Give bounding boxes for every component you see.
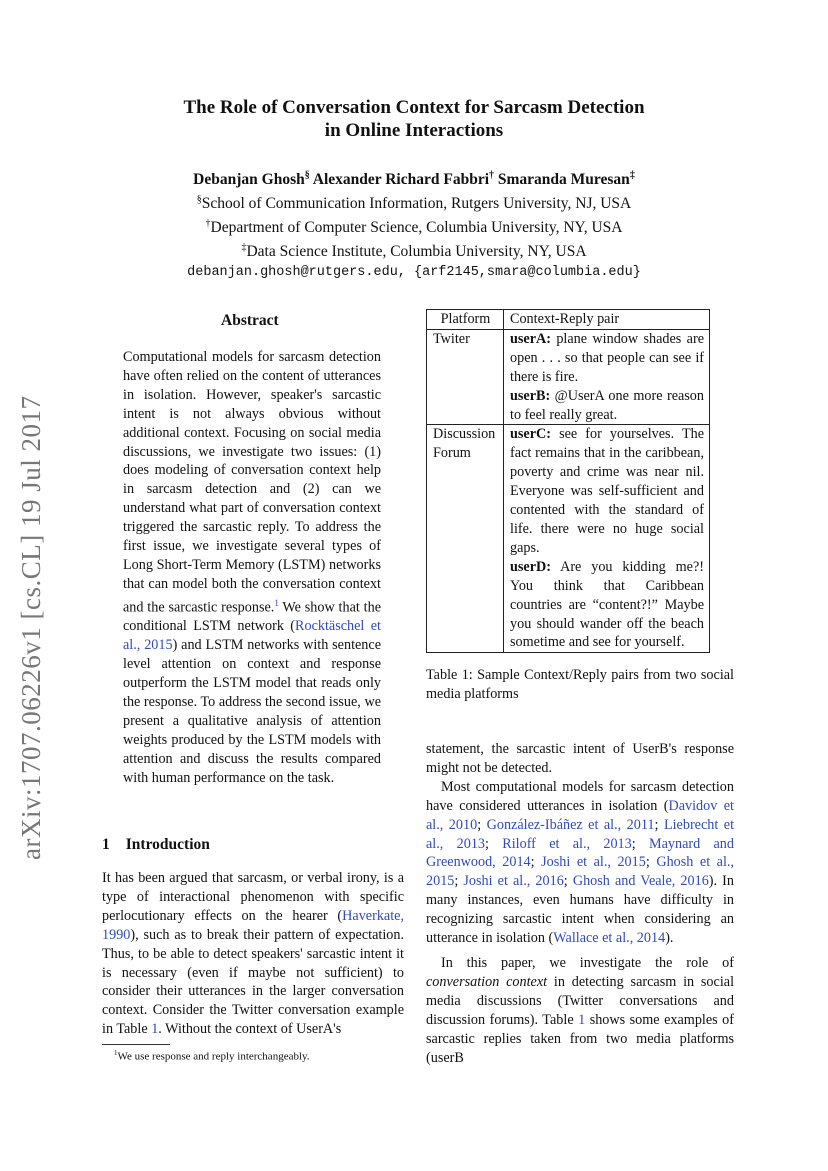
section-heading-introduction: 1 Introduction [102, 836, 210, 853]
affiliation-3: ‡Data Science Institute, Columbia University, NY, USA [241, 242, 587, 261]
paragraph: statement, the sarcastic intent of UserB's response might not be detected. [426, 741, 734, 776]
reply-cell: userC: see for yourselves. The fact remains that in the caribbean, poverty and crime was near nil. Everyone was self-sufficient and contented with the standard of life. there were no huge social gaps. userD: Are you kidding me?! You think that Caribbean countries are “content?!” Maybe you should wander off the beach sometime and see for yourself. [504, 425, 710, 653]
footnote: $^1$We use response and reply interchangeably. [114, 1049, 310, 1063]
citation[interactable]: Joshi et al., 2016 [463, 873, 564, 890]
citation[interactable]: Davidov et al., 2010 [426, 797, 734, 833]
platform-cell: Discussion Forum [427, 425, 504, 653]
paper-title [0, 96, 828, 142]
citation-haverkate[interactable]: Haverkate, 1990 [102, 907, 404, 943]
citation-rocktaschel[interactable]: Rocktäschel et al., 2015 [123, 618, 381, 654]
affiliation-1: §School of Communication Information, Rutgers University, NJ, USA [196, 194, 632, 213]
citation[interactable]: Ghosh et al., 2015 [426, 854, 735, 890]
reply-cell: userA: plane window shades are open . . . so that people can see if there is fire. userB: @UserA one more reason to feel really great. [504, 329, 710, 425]
footnote-divider [102, 1044, 170, 1045]
platform-cell: Twiter [427, 329, 504, 425]
author-3-mark: ‡ [629, 170, 635, 181]
table-caption: Table 1: Sample Context/Reply pairs from two social media platforms [426, 667, 734, 702]
title-line-2: in Online Interactions [324, 120, 504, 141]
title-line-1: The Role of Conversation Context for Sarcasm Detection [183, 97, 645, 118]
author-1: Debanjan Ghosh [193, 171, 305, 189]
table-ref[interactable]: 1 [578, 1011, 586, 1028]
table-ref[interactable]: 1 [151, 1021, 159, 1038]
citation[interactable]: Ghosh and Veale, 2016 [572, 873, 709, 890]
author-2-mark: † [489, 170, 495, 181]
citation[interactable]: Joshi et al., 2015 [541, 854, 646, 871]
author-names [0, 166, 828, 190]
intro-paragraph: It has been argued that sarcasm, or verbal irony, is a type of interactional phenomenon with specific perlocutionary effects on the hearer (Haverkate, 1990), such as to break their pattern of expectation. Thus, to be able to detect speakers' sarcastic intent it is necessary (even if maybe not sufficient) to consider their utterances in the larger conversation context. Consider the Twitter conversation example in Table 1. Without the context of UserA's [102, 870, 404, 1038]
table-header-context-reply: Context-Reply pair [504, 310, 710, 330]
citation[interactable]: Maynard and Greenwood, 2014 [426, 835, 734, 871]
author-block [0, 166, 828, 283]
author-1-mark: § [304, 170, 310, 181]
paragraph: Most computational models for sarcasm detection have considered utterances in isolation (Davidov et al., 2010; González-Ibáñez et al., 2011; Liebrecht et al., 2013; Riloff et al., 2013; Maynard and Greenwood, 2014; Joshi et al., 2015; Ghosh et al., 2015; Joshi et al., 2016; Ghosh and Veale, 2016). In many instances, even humans have difficulty in recognizing sarcastic intent when considering an utterance in isolation (Wallace et al., 2014). [426, 778, 735, 947]
abstract-body: Computational models for sarcasm detection have often relied on the content of utterances in isolation. However, speaker's sarcastic intent is not always obvious without additional context. Focusing on social media discussions, we investigate two issues: (1) does modeling of conversation context help in sarcasm detection and (2) can we understand what part of conversation context triggered the sarcastic reply. To address the first issue, we investigate several types of Long Short-Term Memory (LSTM) networks that can model both the conversation context and the sarcastic response.$^1$ We show that the conditional LSTM network (Rocktäschel et al., 2015) and LSTM networks with sentence level attention on context and response outperform the LSTM model that reads only the response. To address the second issue, we present a qualitative analysis of attention weights produced by the LSTM models with attention and discuss the results compared with human performance on the task. [123, 349, 381, 786]
paragraph: In this paper, we investigate the role of conversation context in detecting sarcasm in social media discussions (Twitter conversations and discussion forums). Table 1 shows some examples of sarcastic replies taken from two media platforms (userB [426, 954, 735, 1066]
author-3: Smaranda Muresan [497, 171, 630, 189]
table-row [427, 425, 710, 653]
citation[interactable]: Liebrecht et al., 2013 [426, 816, 735, 852]
citation[interactable]: Riloff et al., 2013 [502, 835, 632, 852]
author-2: Alexander Richard Fabbri [312, 171, 490, 189]
abstract-heading: Abstract [221, 312, 279, 329]
arxiv-stamp: arXiv:1707.06226v1 [cs.CL] 19 Jul 2017 [16, 395, 46, 860]
footnote-ref-1[interactable]: 1 [274, 597, 279, 608]
right-column-text [426, 740, 734, 1067]
citation[interactable]: González-Ibáñez et al., 2011 [486, 816, 655, 833]
table-row [427, 329, 710, 425]
affiliation-2: †Department of Computer Science, Columbia University, NY, USA [205, 218, 623, 237]
citation[interactable]: Wallace et al., 2014 [553, 930, 666, 947]
table-header-platform: Platform [427, 310, 504, 330]
author-emails: debanjan.ghosh@rutgers.edu, {arf2145,smara@columbia.edu} [187, 264, 641, 280]
context-reply-table [426, 309, 710, 653]
